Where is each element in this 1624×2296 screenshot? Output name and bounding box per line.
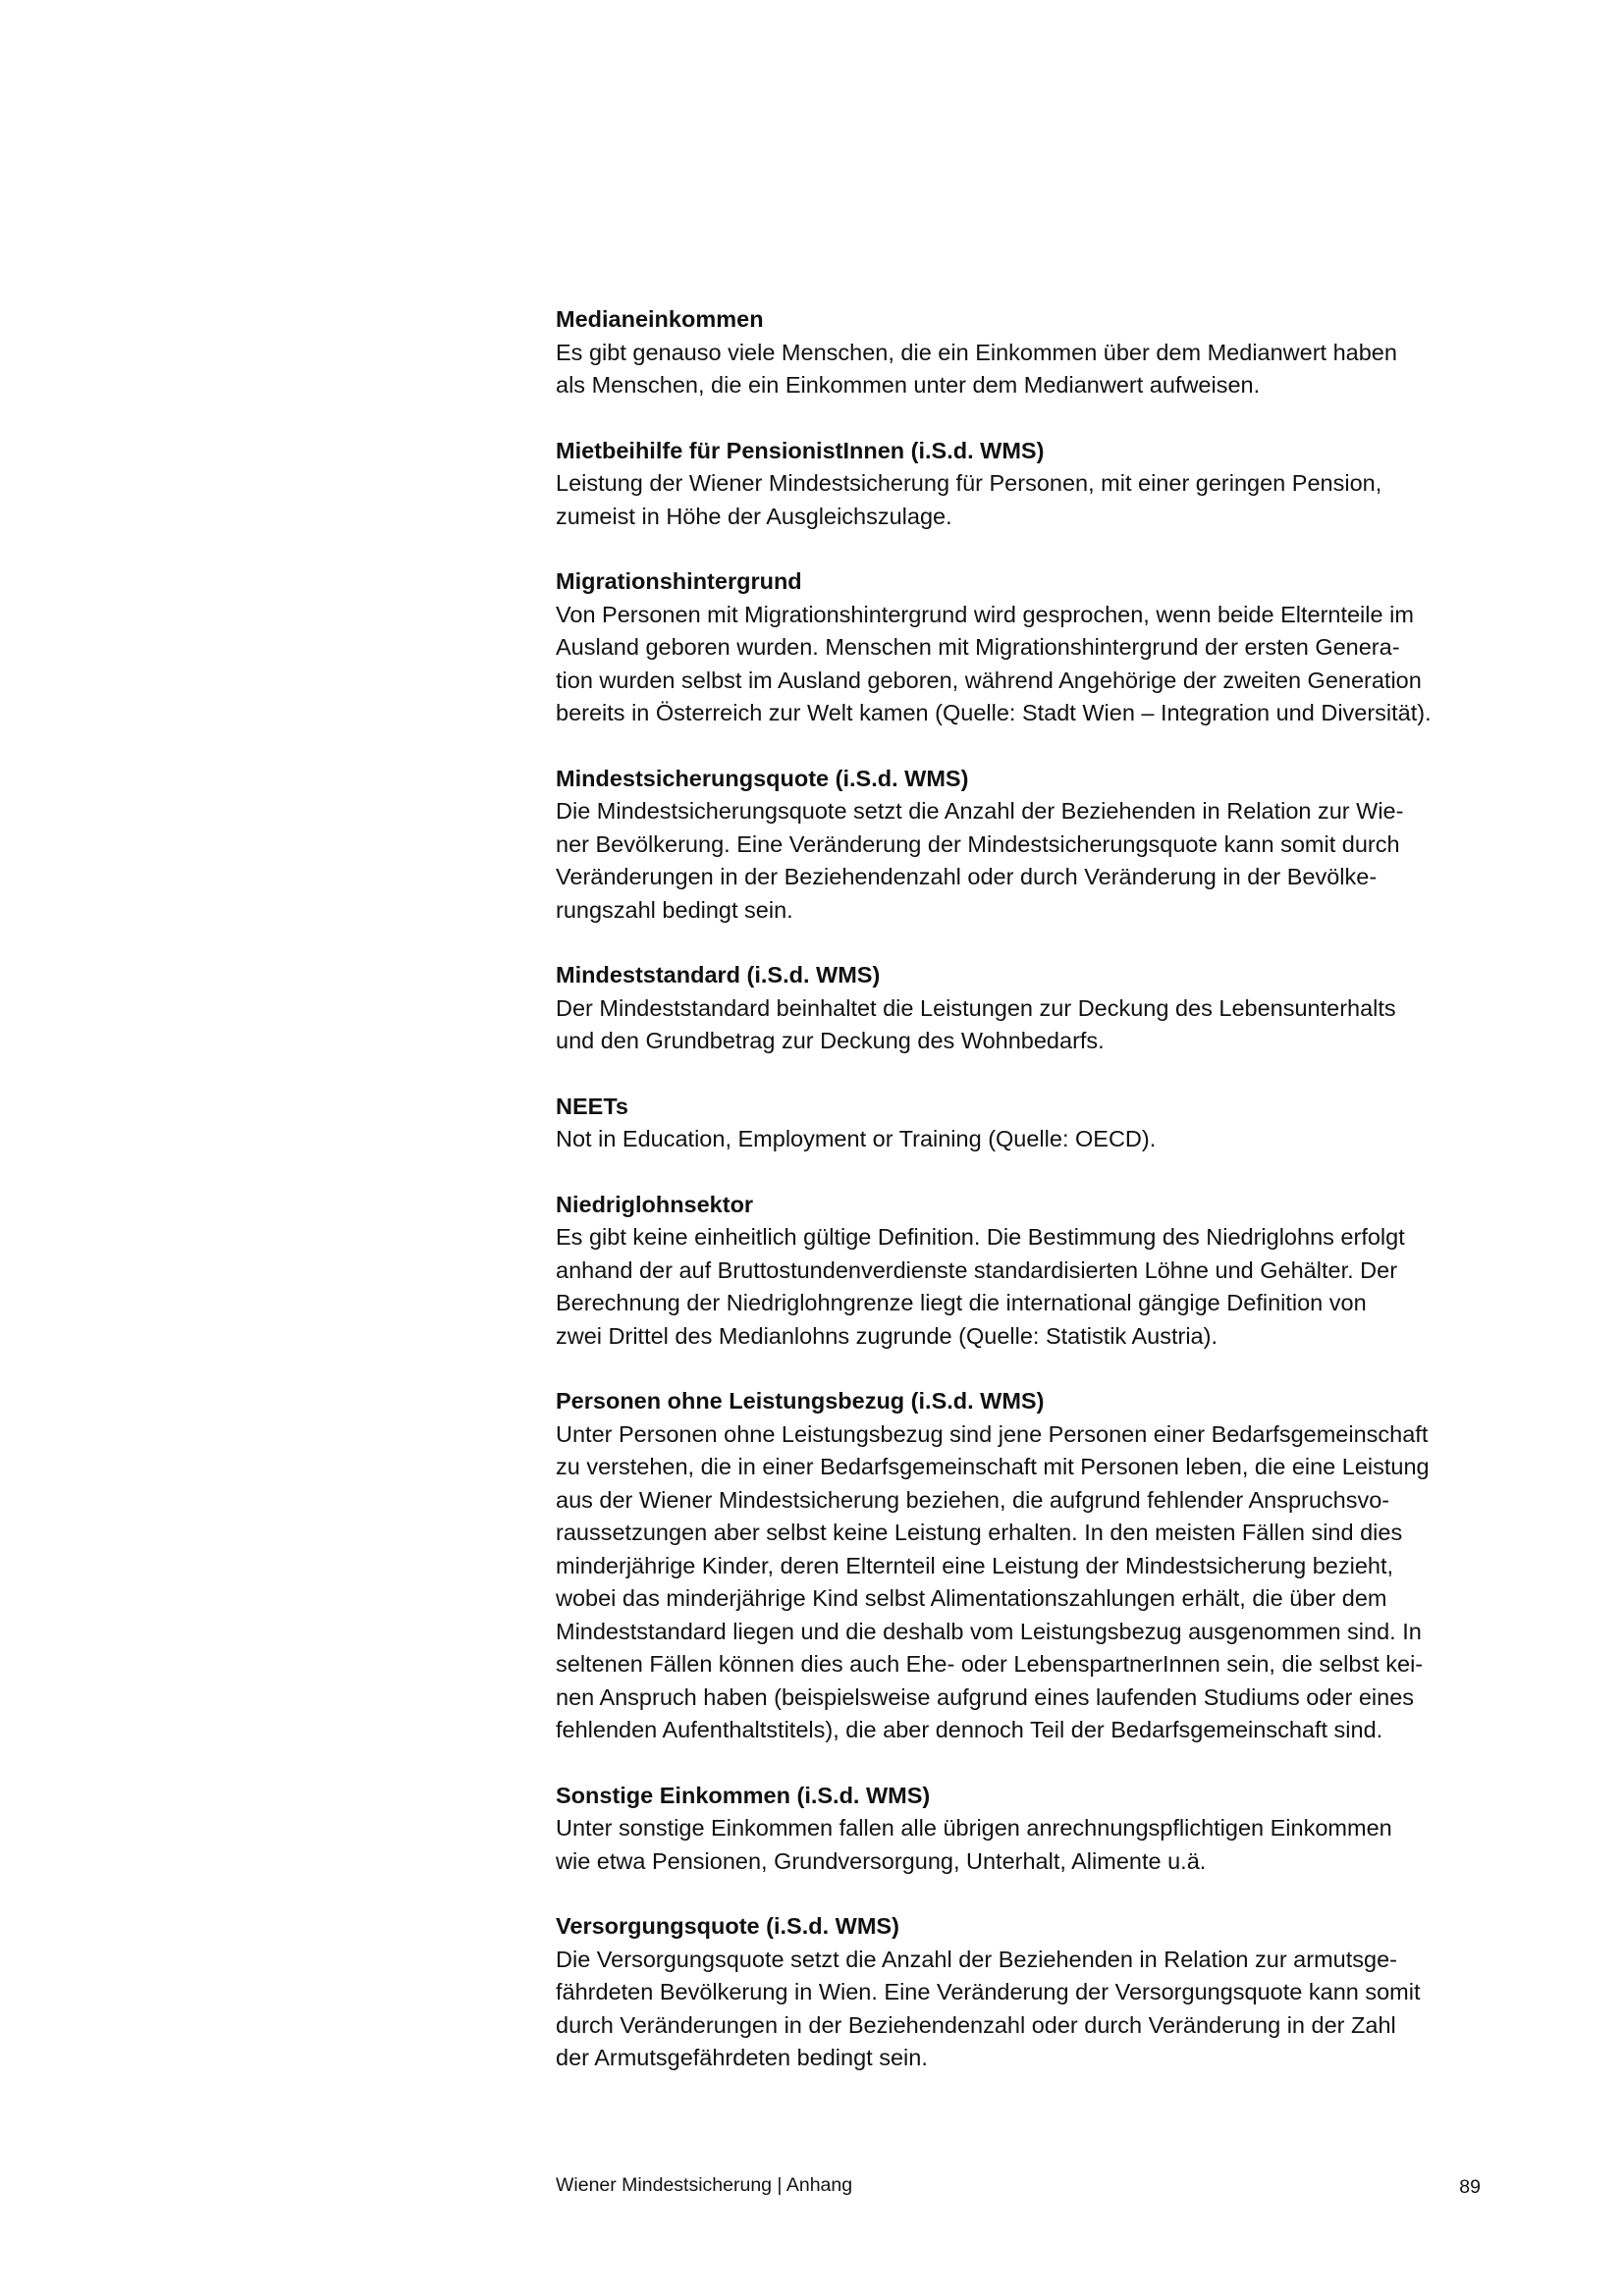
definition-line: Die Versorgungsquote setzt die Anzahl der Beziehenden in Relation zur armutsge- xyxy=(556,1946,1397,1972)
glossary-definition xyxy=(556,1221,1498,1353)
definition-line: Es gibt genauso viele Menschen, die ein Einkommen über dem Medianwert haben xyxy=(556,339,1397,365)
definition-line: wie etwa Pensionen, Grundversorgung, Unterhalt, Alimente u.ä. xyxy=(556,1847,1207,1874)
definition-line: wobei das minderjährige Kind selbst Alimentationszahlungen erhält, die über dem xyxy=(556,1585,1387,1611)
glossary-entry xyxy=(556,959,1498,1058)
definition-line: Mindeststandard liegen und die deshalb vom Leistungsbezug ausgenommen sind. In xyxy=(556,1618,1422,1644)
definition-line: und den Grundbetrag zur Deckung des Wohnbedarfs. xyxy=(556,1028,1105,1053)
definition-line: fährdeten Bevölkerung in Wien. Eine Veränderung der Versorgungsquote kann somit xyxy=(556,1979,1421,2004)
definition-line: bereits in Österreich zur Welt kamen (Quelle: Stadt Wien – Integration und Diversität). xyxy=(556,700,1432,725)
glossary-entry xyxy=(556,1385,1498,1747)
glossary-term: Medianeinkommen xyxy=(556,306,764,332)
glossary-term: Niedriglohnsektor xyxy=(556,1191,754,1217)
definition-line: durch Veränderungen in der Beziehendenzahl oder durch Veränderung in der Zahl xyxy=(556,2011,1396,2038)
definition-line: zwei Drittel des Medianlohns zugrunde (Quelle: Statistik Austria). xyxy=(556,1322,1218,1349)
glossary-entry xyxy=(556,565,1498,730)
definition-line: Von Personen mit Migrationshintergrund wird gesprochen, wenn beide Elternteile im xyxy=(556,601,1414,627)
definition-line: zu verstehen, die in einer Bedarfsgemeinschaft mit Personen leben, die eine Leistung xyxy=(556,1454,1430,1479)
definition-line: raussetzungen aber selbst keine Leistung erhalten. In den meisten Fällen sind dies xyxy=(556,1520,1403,1545)
glossary-entry xyxy=(556,1780,1498,1879)
glossary-definition xyxy=(556,795,1498,927)
definition-line: als Menschen, die ein Einkommen unter dem Medianwert aufweisen. xyxy=(556,372,1261,398)
glossary-term: Mindeststandard (i.S.d. WMS) xyxy=(556,962,881,988)
footer-title: Wiener Mindestsicherung | Anhang xyxy=(556,2174,853,2196)
glossary-definition xyxy=(556,1418,1498,1747)
glossary-term: Sonstige Einkommen (i.S.d. WMS) xyxy=(556,1782,931,1808)
definition-line: Unter Personen ohne Leistungsbezug sind jene Personen einer Bedarfsgemeinschaft xyxy=(556,1420,1429,1447)
definition-line: tion wurden selbst im Ausland geboren, während Angehörige der zweiten Generation xyxy=(556,667,1422,693)
definition-line: Es gibt keine einheitlich gültige Definition. Die Bestimmung des Niedriglohns erfolgt xyxy=(556,1224,1405,1250)
glossary-entry xyxy=(556,303,1498,402)
definition-line: aus der Wiener Mindestsicherung beziehen, die aufgrund fehlender Anspruchsvo- xyxy=(556,1486,1390,1513)
definition-line: anhand der auf Bruttostundenverdienste standardisierten Löhne und Gehälter. Der xyxy=(556,1256,1398,1283)
glossary-entry xyxy=(556,1091,1498,1156)
glossary-definition xyxy=(556,1812,1498,1878)
definition-line: zumeist in Höhe der Ausgleichszulage. xyxy=(556,503,952,529)
glossary-entry xyxy=(556,1189,1498,1354)
definition-line: minderjährige Kinder, deren Elternteil eine Leistung der Mindestsicherung bezieht, xyxy=(556,1552,1394,1578)
glossary-definition xyxy=(556,467,1498,533)
definition-line: Unter sonstige Einkommen fallen alle übrigen anrechnungspflichtigen Einkommen xyxy=(556,1815,1392,1841)
definition-line: seltenen Fällen können dies auch Ehe- oder LebenspartnerInnen sein, die selbst kei- xyxy=(556,1651,1424,1677)
glossary-entry xyxy=(556,1910,1498,2075)
definition-line: Die Mindestsicherungsquote setzt die Anzahl der Beziehenden in Relation zur Wie- xyxy=(556,798,1404,824)
glossary-term: Versorgungsquote (i.S.d. WMS) xyxy=(556,1913,899,1939)
glossary-definition xyxy=(556,1944,1498,2075)
glossary-term: Mietbeihilfe für PensionistInnen (i.S.d. WMS) xyxy=(556,437,1045,463)
glossary-definition xyxy=(556,1123,1498,1156)
definition-line: Berechnung der Niedriglohngrenze liegt die international gängige Definition von xyxy=(556,1290,1367,1315)
definition-line: rungszahl bedingt sein. xyxy=(556,896,793,923)
definition-line: Leistung der Wiener Mindestsicherung für Personen, mit einer geringen Pension, xyxy=(556,470,1382,496)
glossary-definition xyxy=(556,992,1498,1058)
glossary-content xyxy=(556,303,1498,2108)
glossary-entry xyxy=(556,763,1498,928)
definition-line: fehlenden Aufenthaltstitels), die aber dennoch Teil der Bedarfsgemeinschaft sind. xyxy=(556,1717,1383,1742)
glossary-term: Migrationshintergrund xyxy=(556,568,802,594)
definition-line: der Armutsgefährdeten bedingt sein. xyxy=(556,2045,928,2070)
definition-line: ner Bevölkerung. Eine Veränderung der Mindestsicherungsquote kann somit durch xyxy=(556,830,1400,857)
glossary-definition xyxy=(556,337,1498,402)
definition-line: Veränderungen in der Beziehendenzahl oder durch Veränderung in der Bevölke- xyxy=(556,864,1378,889)
glossary-entry xyxy=(556,435,1498,534)
glossary-list xyxy=(556,303,1498,2075)
definition-line: nen Anspruch haben (beispielsweise aufgrund eines laufenden Studiums oder eines xyxy=(556,1683,1415,1710)
page-number: 89 xyxy=(1459,2176,1481,2198)
glossary-term: Mindestsicherungsquote (i.S.d. WMS) xyxy=(556,765,969,791)
glossary-definition xyxy=(556,599,1498,730)
glossary-term: Personen ohne Leistungsbezug (i.S.d. WMS) xyxy=(556,1388,1045,1414)
definition-line: Not in Education, Employment or Training (Quelle: OECD). xyxy=(556,1126,1157,1151)
definition-line: Ausland geboren wurden. Menschen mit Migrationshintergrund der ersten Genera- xyxy=(556,634,1400,660)
definition-line: Der Mindeststandard beinhaltet die Leistungen zur Deckung des Lebensunterhalts xyxy=(556,994,1396,1021)
glossary-term: NEETs xyxy=(556,1093,628,1119)
